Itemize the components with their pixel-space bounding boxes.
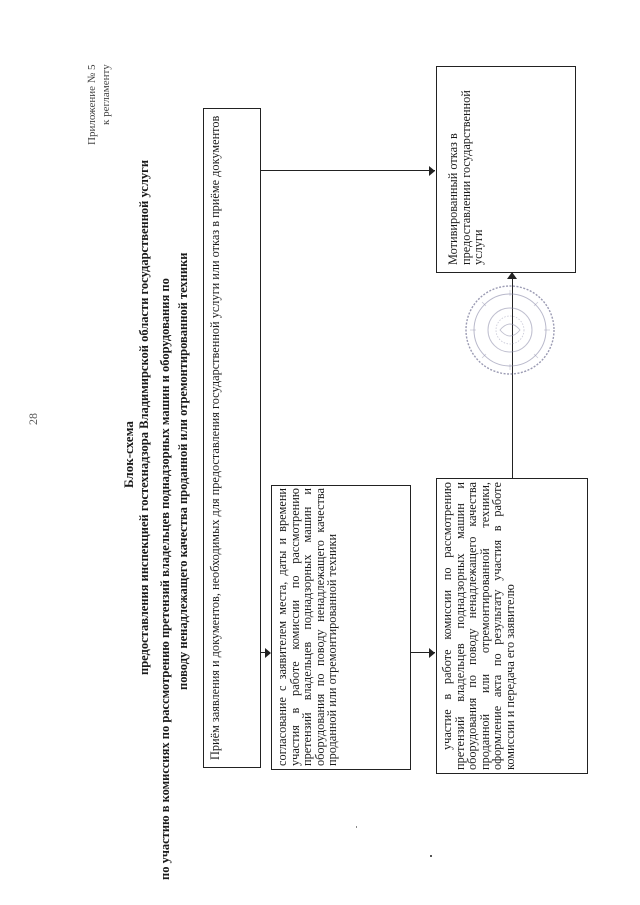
title-line-1: Блок-схема [121, 421, 136, 488]
reception-text: Приём заявления и документов, необходимых для предоставления государственной услуги или отказ в приёме документов [208, 115, 222, 760]
refusal-text: Мотивированный отказ в предоставлении государственной услуги [446, 90, 486, 265]
arrow-reception-to-refusal [261, 170, 435, 171]
appendix-line-2: к регламенту [100, 64, 112, 125]
arrowhead-reception-to-agreement [265, 648, 271, 658]
title-line-4: поводу ненадлежащего качества проданной или отремонтированной техники [176, 252, 190, 690]
participation-text: участие в работе комиссии по рассмотрению претензий владельцев поднадзорных машин и оборудования по поводу ненадлежащего качества проданной или отремонтированной техники, оформление акта по результату участия в работе комиссии и передача его заявителю [440, 482, 517, 770]
arrowhead-participation-to-refusal [507, 272, 517, 279]
title-line-2: предоставления инспекцией гостехнадзора Владимирской области государственной услуги [137, 159, 151, 675]
scan-mark [430, 855, 432, 857]
page-number: 28 [26, 413, 40, 425]
agreement-text: согласование с заявителем места, даты и времени участия в работе комиссии по рассмотрению претензий владельцев поднадзорных машин и оборудования по поводу ненадлежащего качества проданной или отремонтированной техники [275, 488, 340, 766]
scan-mark-2 [356, 826, 357, 828]
seal-stamp-icon [462, 282, 558, 378]
arrowhead-reception-to-refusal [429, 166, 435, 176]
arrowhead-agreement-to-participation [429, 648, 435, 658]
title-line-3: по участию в комиссиях по рассмотрению претензий владельцев поднадзорных машин и оборудования по [158, 278, 172, 880]
appendix-line-1: Приложение № 5 [86, 64, 98, 145]
